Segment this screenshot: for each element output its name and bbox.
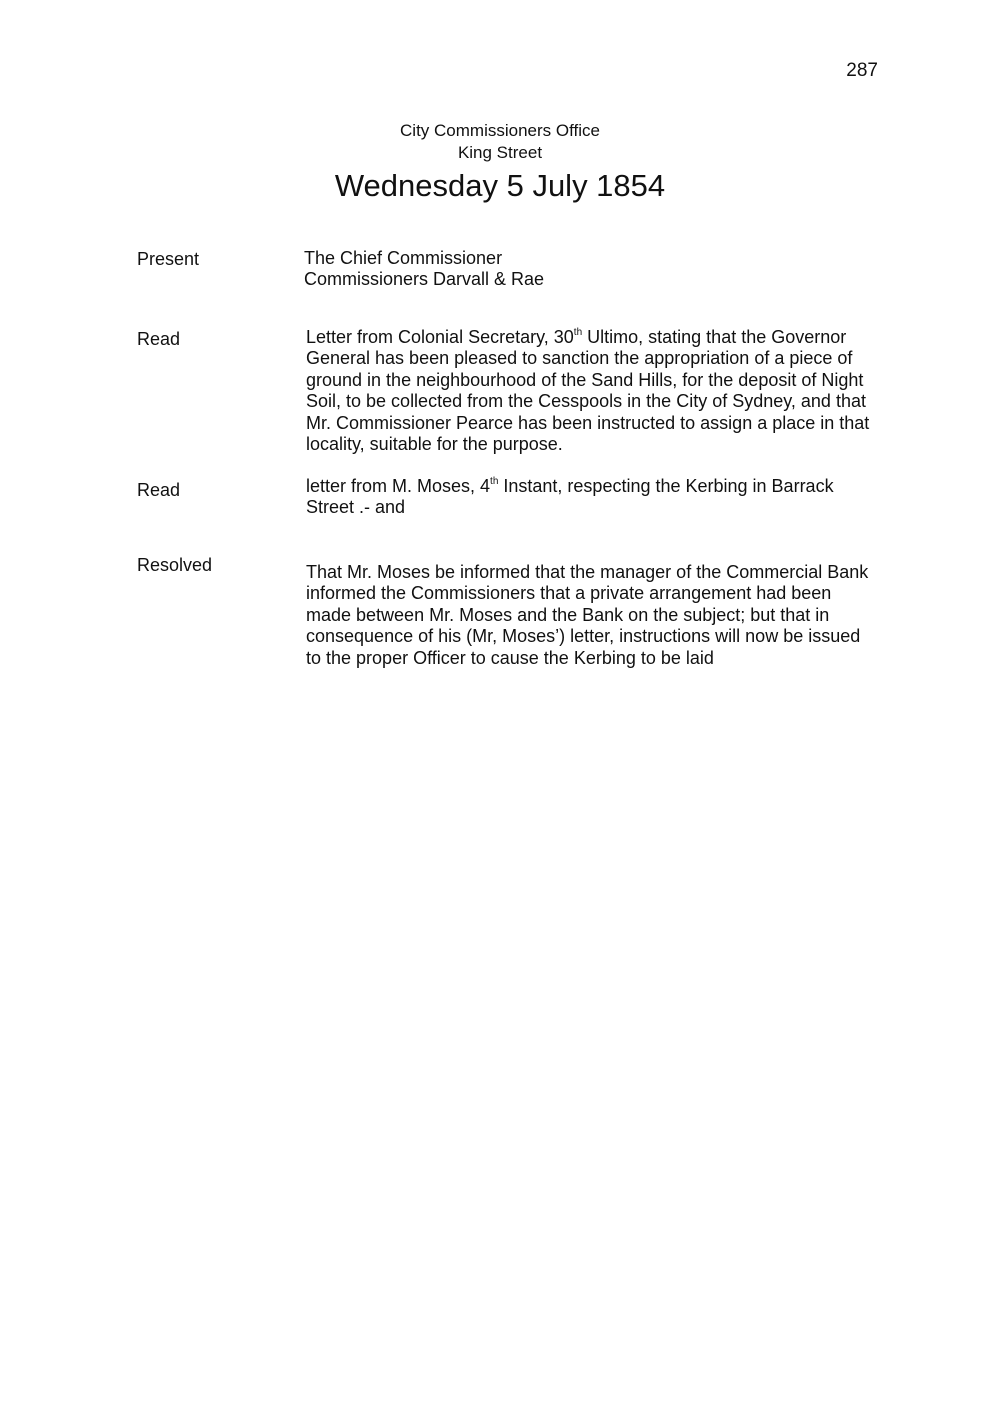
read-line: Soil, to be collected from the Cesspools in the City of Sydney, and that bbox=[306, 391, 866, 412]
read-line: Street .- and bbox=[306, 497, 406, 518]
resolved-line: to the proper Officer to cause the Kerbing to be laid bbox=[306, 647, 714, 668]
office-name: City Commissioners Office bbox=[400, 121, 600, 140]
read-line: General has been pleased to sanction the appropriation of a piece of bbox=[306, 348, 853, 369]
street-name: King Street bbox=[457, 143, 543, 162]
present-body bbox=[304, 248, 894, 291]
read-label: Read bbox=[137, 329, 181, 349]
resolved-label: Resolved bbox=[137, 555, 213, 575]
read-line: locality, suitable for the purpose. bbox=[306, 434, 563, 455]
minutes-header bbox=[0, 120, 1000, 206]
read-line: ground in the neighbourhood of the Sand Hills, for the deposit of Night bbox=[306, 369, 864, 390]
page-number: 287 bbox=[846, 60, 878, 81]
read-label: Read bbox=[137, 480, 181, 500]
meeting-date: Wednesday 5 July 1854 bbox=[334, 168, 666, 203]
resolved-line: informed the Commissioners that a private arrangement had been bbox=[306, 583, 832, 604]
read-body bbox=[306, 327, 896, 455]
read-body bbox=[306, 476, 896, 519]
resolved-line: made between Mr. Moses and the Bank on the subject; but that in bbox=[306, 604, 830, 625]
resolved-line: That Mr. Moses be informed that the manager of the Commercial Bank bbox=[306, 562, 869, 582]
resolved-body bbox=[306, 562, 896, 669]
read-line: Mr. Commissioner Pearce has been instructed to assign a place in that bbox=[306, 412, 870, 433]
read-line: Letter from Colonial Secretary, 30th Ultimo, stating that the Governor bbox=[306, 327, 847, 347]
resolved-line: consequence of his (Mr, Moses’) letter, instructions will now be issued bbox=[306, 626, 861, 647]
present-line: Commissioners Darvall & Rae bbox=[304, 269, 545, 290]
present-label: Present bbox=[137, 249, 200, 269]
present-line: The Chief Commissioner bbox=[304, 248, 503, 268]
read-line: letter from M. Moses, 4th Instant, respecting the Kerbing in Barrack bbox=[306, 476, 834, 496]
